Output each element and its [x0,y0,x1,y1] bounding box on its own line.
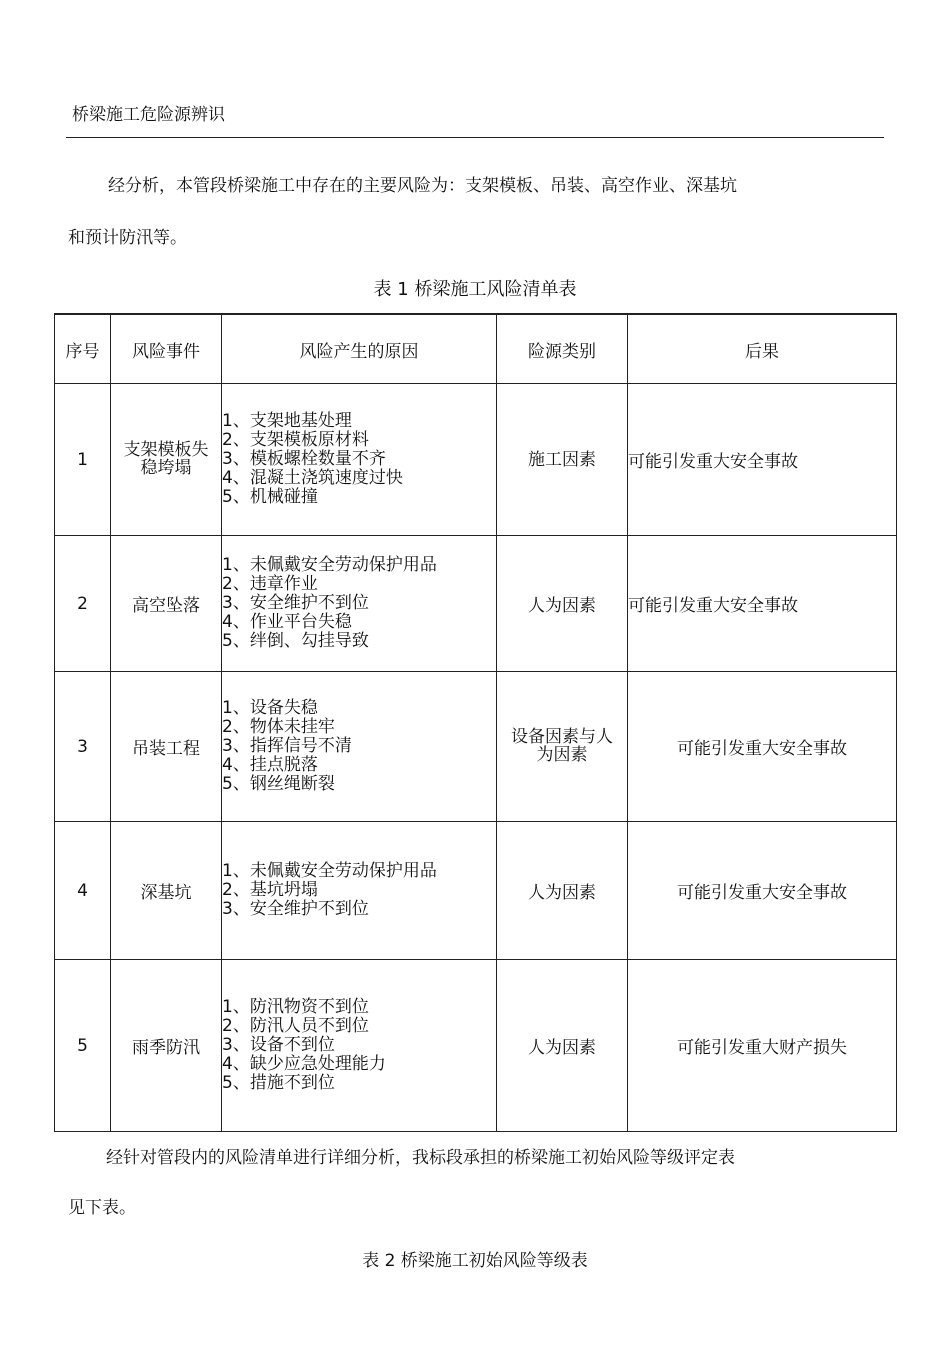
column-header-consequence: 后果 [628,314,897,384]
cause-item: 3、安全维护不到位 [222,593,369,613]
cause-item: 3、模板螺栓数量不齐 [222,449,386,469]
column-header-number: 序号 [55,314,111,384]
category-text-line1: 施工因素 [528,449,596,470]
table-row [55,672,897,822]
cause-item: 1、未佩戴安全劳动保护用品 [222,555,437,575]
cause-item: 2、支架模板原材料 [222,430,369,450]
row-number: 3 [55,672,111,822]
row-consequence: 可能引发重大安全事故 [628,536,897,672]
table-header-row [55,314,897,384]
row-number: 5 [55,960,111,1132]
cause-item: 4、作业平台失稳 [222,612,352,632]
cause-item: 3、设备不到位 [222,1035,335,1055]
row-event: 高空坠落 [111,536,222,672]
row-number: 1 [55,384,111,536]
row-consequence: 可能引发重大安全事故 [628,822,897,960]
row-consequence: 可能引发重大财产损失 [628,960,897,1132]
table-row [55,960,897,1132]
cause-item: 3、安全维护不到位 [222,899,369,919]
row-causes [222,822,497,960]
cause-item: 5、措施不到位 [222,1073,335,1093]
row-event [111,384,222,536]
cause-item: 3、指挥信号不清 [222,736,352,756]
cause-item: 5、钢丝绳断裂 [222,774,335,794]
row-causes [222,384,497,536]
row-event: 深基坑 [111,822,222,960]
outro-paragraph-line2: 见下表。 [68,1198,136,1218]
row-category: 人为因素 [497,536,628,672]
row-causes [222,672,497,822]
row-number: 4 [55,822,111,960]
intro-paragraph-line2: 和预计防汛等。 [68,228,187,248]
cause-item: 4、挂点脱落 [222,755,318,775]
cause-item: 2、防汛人员不到位 [222,1016,369,1036]
cause-item: 2、违章作业 [222,574,318,594]
table-row [55,384,897,536]
cause-item: 2、物体未挂牢 [222,717,335,737]
table2-caption: 表 2 桥梁施工初始风险等级表 [362,1251,588,1271]
row-category: 人为因素 [497,960,628,1132]
row-category: 人为因素 [497,822,628,960]
table1-caption: 表 1 桥梁施工风险清单表 [373,279,577,300]
event-text-line1: 支架模板失 [123,440,209,460]
column-header-category: 险源类别 [497,314,628,384]
row-event: 雨季防汛 [111,960,222,1132]
cause-item: 5、绊倒、勾挂导致 [222,631,369,651]
intro-paragraph-line1: 经分析，本管段桥梁施工中存在的主要风险为：支架模板、吊装、高空作业、深基坑 [108,176,737,196]
row-causes [222,960,497,1132]
cause-item: 1、防汛物资不到位 [222,997,369,1017]
cause-item: 1、未佩戴安全劳动保护用品 [222,861,437,881]
row-event: 吊装工程 [111,672,222,822]
row-consequence: 可能引发重大安全事故 [628,384,897,536]
column-header-event: 风险事件 [111,314,222,384]
row-consequence: 可能引发重大安全事故 [628,672,897,822]
category-text-line1: 设备因素与人 [511,727,613,747]
cause-item: 1、设备失稳 [222,698,318,718]
cause-item: 2、基坑坍塌 [222,880,318,900]
row-causes [222,536,497,672]
column-header-causes: 风险产生的原因 [222,314,497,384]
category-text-line2: 为因素 [536,745,588,765]
risk-list-table [54,313,897,1132]
page-header-title: 桥梁施工危险源辨识 [72,105,225,125]
event-text-line2: 稳垮塌 [140,458,192,478]
cause-item: 1、支架地基处理 [222,411,352,431]
cause-item: 5、机械碰撞 [222,487,318,507]
table-row [55,536,897,672]
row-number: 2 [55,536,111,672]
cause-item: 4、混凝土浇筑速度过快 [222,468,403,488]
table-row [55,822,897,960]
outro-paragraph-line1: 经针对管段内的风险清单进行详细分析，我标段承担的桥梁施工初始风险等级评定表 [106,1148,735,1168]
header-divider [66,137,884,138]
row-category [497,384,628,536]
row-category [497,672,628,822]
cause-item: 4、缺少应急处理能力 [222,1054,386,1074]
